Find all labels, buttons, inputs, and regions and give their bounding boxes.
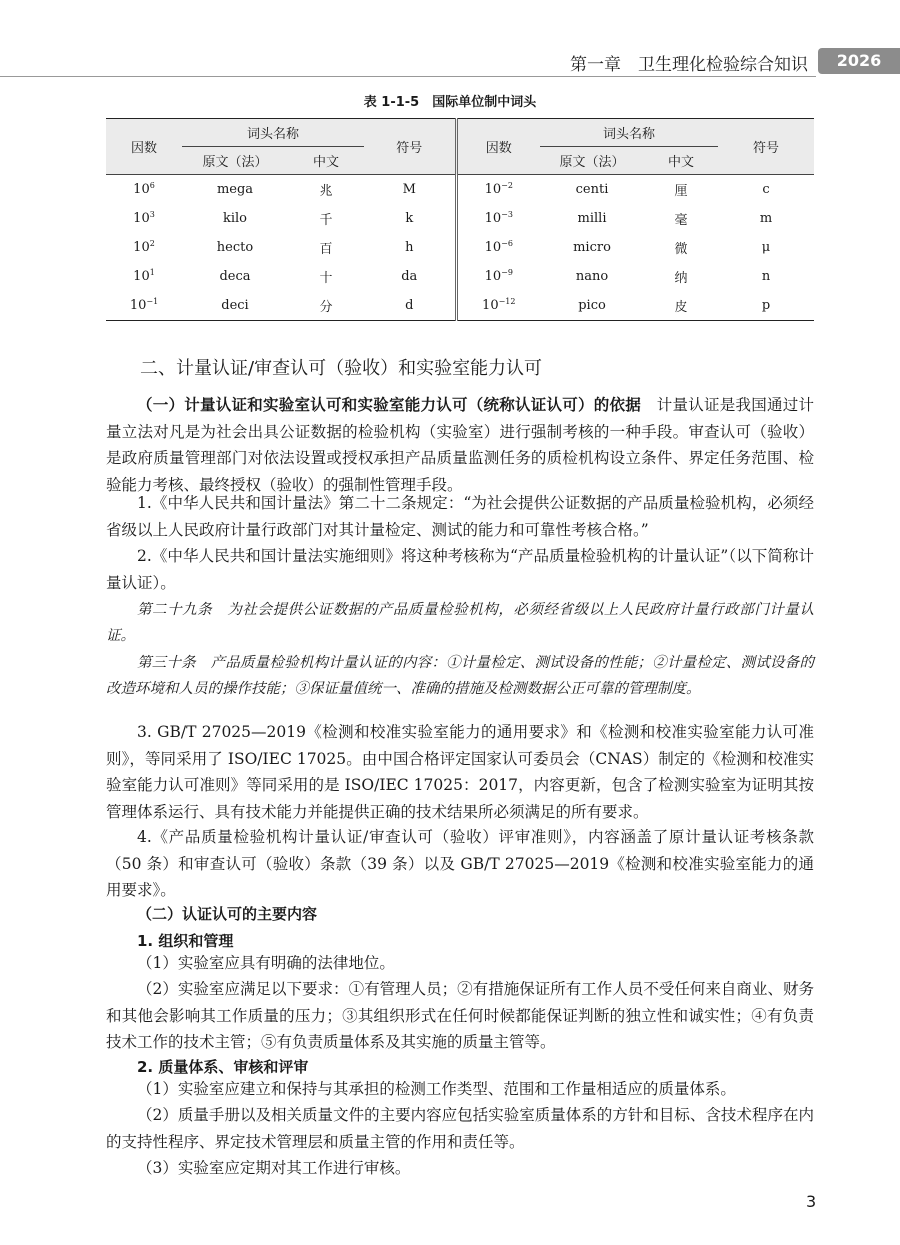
- original-cell: centi: [575, 182, 609, 197]
- chapter-title: 第一章 卫生理化检验综合知识: [570, 55, 808, 75]
- sub2-heading: （二）认证认可的主要内容: [137, 905, 318, 923]
- factor-cell: $10^1$: [133, 268, 155, 284]
- paragraph-1: 1.《中华人民共和国计量法》第二十二条规定：“为社会提供公证数据的产品质量检验机构，必须经省级以上人民政府计量行政部门对其计量检定、测试的能力和可靠性考核合格。”: [106, 494, 814, 539]
- symbol-cell: m: [759, 211, 773, 226]
- chinese-cell: 厘: [674, 184, 688, 199]
- chinese-cell: 毫: [674, 213, 688, 228]
- quality-item-1: （1）实验室应建立和保持与其承担的检测工作类型、范围和工作量相适应的质量体系。: [137, 1080, 736, 1098]
- table-caption: 表 1-1-5 国际单位制中词头: [363, 95, 537, 110]
- original-cell: mega: [216, 182, 254, 197]
- table-row: [106, 262, 814, 291]
- chinese-cell: 纳: [674, 271, 688, 286]
- col-factor-right: 因数: [456, 119, 540, 175]
- symbol-cell: da: [401, 269, 418, 284]
- symbol-cell: k: [405, 211, 414, 226]
- header-divider: [0, 76, 816, 77]
- col-factor: 因数: [106, 119, 182, 175]
- quality-item-3: （3）实验室应定期对其工作进行审核。: [137, 1159, 411, 1177]
- symbol-cell: p: [718, 291, 814, 321]
- paragraph-4: 4.《产品质量检验机构计量认证/审查认可（验收）评审准则》，内容涵盖了原计量认证考核条款（50 条）和审查认可（验收）条款（39 条）以及 GB/T 27025—2019《检测和校准实验室能力的通用要求》。: [106, 828, 814, 899]
- col-original-right: 原文（法）: [540, 147, 644, 175]
- symbol-cell: c: [762, 182, 770, 197]
- org-item-2: （2）实验室应满足以下要求：①有管理人员；②有措施保证所有工作人员不受任何来自商业、财务和其他会影响其工作质量的压力；③其组织形式在任何时候都能保证判断的独立性和诚实性；④有负责技术工作的技术主管；⑤有负责质量体系及其实施的质量主管等。: [106, 980, 814, 1051]
- factor-cell: $10^{-3}$: [456, 204, 540, 233]
- table-row: [106, 204, 814, 233]
- original-cell: deca: [219, 269, 251, 284]
- chinese-cell: 十: [319, 271, 333, 286]
- factor-cell: $10^{-12}$: [456, 291, 540, 321]
- table-header-row-1: [106, 119, 814, 147]
- factor-cell: $10^{-1}$: [106, 291, 182, 321]
- quality-item-2: （2）质量手册以及相关质量文件的主要内容应包括实验室质量体系的方针和目标、含技术程序在内的支持性程序、界定技术管理层和质量主管的作用和责任等。: [106, 1106, 814, 1151]
- symbol-cell: d: [364, 291, 456, 321]
- factor-cell: $10^2$: [133, 239, 155, 255]
- factor-cell: $10^{-6}$: [456, 233, 540, 262]
- sub1-heading: （一）计量认证和实验室认可和实验室能力认可（统称认证认可）的依据: [137, 396, 641, 414]
- page-number: 3: [806, 1192, 817, 1211]
- chinese-cell: 皮: [644, 291, 718, 321]
- symbol-cell: μ: [761, 240, 771, 255]
- running-header: [0, 48, 900, 76]
- original-cell: milli: [577, 211, 607, 226]
- col-symbol-right: 符号: [718, 119, 814, 175]
- year-badge: 2026: [818, 48, 900, 74]
- si-prefix-table: [106, 118, 814, 321]
- col-chinese-right: 中文: [644, 147, 718, 175]
- chinese-cell: 千: [319, 213, 333, 228]
- table-row: [106, 291, 814, 321]
- col-original: 原文（法）: [182, 147, 288, 175]
- heading-quality: 2. 质量体系、审核和评审: [137, 1058, 309, 1076]
- original-cell: hecto: [216, 240, 254, 255]
- symbol-cell: h: [405, 240, 414, 255]
- heading-org: 1. 组织和管理: [137, 932, 234, 950]
- chinese-cell: 微: [674, 242, 688, 257]
- paragraph-3: 3. GB/T 27025—2019《检测和校准实验室能力的通用要求》和《检测和校准实验室能力认可准则》，等同采用了 ISO/IEC 17025。由中国合格评定国家认可委员会（CNAS）制定的《检测和校准实验室能力认可准则》等同采用的是 ISO/IEC 17025：2017，内容更新，包含了检测实验室为证明其按管理体系运行、具有技术能力并能提供正确的技术结果所必须满足的所有要求。: [106, 723, 814, 821]
- original-cell: pico: [540, 291, 644, 321]
- original-cell: nano: [575, 269, 609, 284]
- table-row: [106, 175, 814, 205]
- chinese-cell: 百: [319, 242, 333, 257]
- paragraph-2: 2.《中华人民共和国计量法实施细则》将这种考核称为“产品质量检验机构的计量认证”（以下简称计量认证）。: [106, 547, 814, 592]
- factor-cell: $10^6$: [133, 181, 155, 197]
- law-article-29: 第二十九条 为社会提供公证数据的产品质量检验机构，必须经省级以上人民政府计量行政部门计量认证。: [106, 602, 814, 644]
- col-symbol: 符号: [364, 119, 456, 175]
- section-title: 二、计量认证/审查认可（验收）和实验室能力认可: [140, 358, 543, 379]
- original-cell: micro: [573, 240, 611, 255]
- chinese-cell: 分: [288, 291, 364, 321]
- table-row: [106, 233, 814, 262]
- factor-cell: $10^{-2}$: [456, 175, 540, 205]
- original-cell: kilo: [222, 211, 248, 226]
- chinese-cell: 兆: [319, 184, 333, 199]
- symbol-cell: n: [761, 269, 771, 284]
- col-prefix-name: 词头名称: [182, 119, 364, 147]
- sub1-paragraph: [106, 392, 814, 498]
- law-article-30: 第三十条 产品质量检验机构计量认证的内容：①计量检定、测试设备的性能；②计量检定、测试设备的改造环境和人员的操作技能；③保证量值统一、准确的措施及检测数据公正可靠的管理制度。: [106, 655, 814, 697]
- factor-cell: $10^{-9}$: [456, 262, 540, 291]
- original-cell: deci: [182, 291, 288, 321]
- sub1-body: 计量认证是我国通过计量立法对凡是为社会出具公证数据的检验机构（实验室）进行强制考核的一种手段。审查认可（验收）是政府质量管理部门对依法设置或授权承担产品质量监测任务的质检机构设立条件、界定任务范围、检验能力考核、最终授权（验收）的强制性管理手段。: [106, 396, 814, 494]
- col-chinese: 中文: [288, 147, 364, 175]
- factor-cell: $10^3$: [133, 210, 155, 226]
- org-item-1: （1）实验室应具有明确的法律地位。: [137, 954, 395, 972]
- symbol-cell: M: [402, 182, 416, 197]
- col-prefix-name-right: 词头名称: [540, 119, 718, 147]
